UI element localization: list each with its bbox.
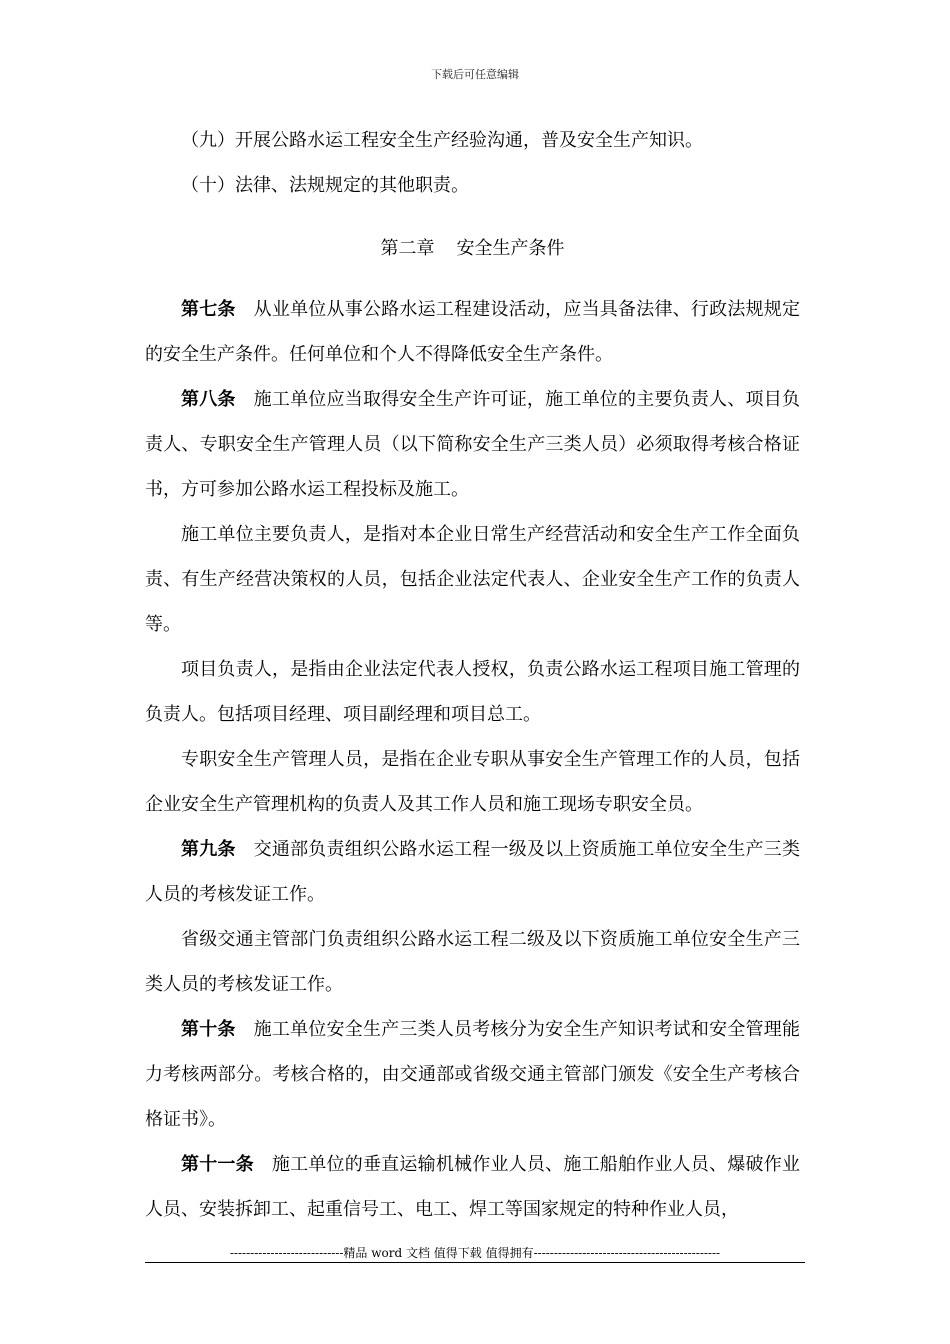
article-text: 从业单位从事公路水运工程建设活动，应当具备法律、行政法规规定的安全生产条件。任何单位和个人不得降低安全生产条件。 — [145, 299, 800, 365]
article-10 — [145, 1007, 800, 1142]
article-number: 第八条 — [181, 389, 236, 410]
article-number: 第七条 — [181, 299, 236, 320]
footer-divider — [145, 1262, 805, 1263]
paragraph-item-9: （九）开展公路水运工程安全生产经验沟通，普及安全生产知识。 — [181, 130, 703, 151]
article-text: 施工单位安全生产三类人员考核分为安全生产知识考试和安全管理能力考核两部分。考核合格的，由交通部或省级交通主管部门颁发《安全生产考核合格证书》。 — [145, 1019, 800, 1130]
paragraph-item-10: （十）法律、法规规定的其他职责。 — [181, 175, 469, 196]
paragraph-provincial: 省级交通主管部门负责组织公路水运工程二级及以下资质施工单位安全生产三类人员的考核发证工作。 — [145, 929, 800, 995]
article-number: 第九条 — [181, 839, 236, 860]
chapter-heading — [145, 226, 800, 271]
article-9 — [145, 827, 800, 917]
paragraph-main-responsible: 施工单位主要负责人，是指对本企业日常生产经营活动和安全生产工作全面负责、有生产经营决策权的人员，包括企业法定代表人、企业安全生产工作的负责人等。 — [145, 524, 800, 635]
article-text: 施工单位的垂直运输机械作业人员、施工船舶作业人员、爆破作业人员、安装拆卸工、起重信号工、电工、焊工等国家规定的特种作业人员， — [145, 1154, 800, 1220]
chapter-title: 安全生产条件 — [456, 238, 565, 259]
article-7 — [145, 287, 800, 377]
article-11 — [145, 1142, 800, 1232]
article-8 — [145, 377, 800, 512]
chapter-number: 第二章 — [380, 238, 435, 259]
footer-banner: ----------------------------精品 word 文档 值得下载 值得拥有---------------------------------------------- — [229, 1246, 721, 1260]
article-number: 第十条 — [181, 1019, 236, 1040]
article-text: 施工单位应当取得安全生产许可证，施工单位的主要负责人、项目负责人、专职安全生产管理人员（以下简称安全生产三类人员）必须取得考核合格证书，方可参加公路水运工程投标及施工。 — [145, 389, 800, 500]
paragraph-project-responsible: 项目负责人，是指由企业法定代表人授权，负责公路水运工程项目施工管理的负责人。包括项目经理、项目副经理和项目总工。 — [145, 659, 800, 725]
article-text: 交通部负责组织公路水运工程一级及以上资质施工单位安全生产三类人员的考核发证工作。 — [145, 839, 800, 905]
article-number: 第十一条 — [181, 1154, 254, 1175]
page-header-note: 下载后可任意编辑 — [431, 68, 519, 81]
document-body — [145, 118, 800, 1232]
paragraph-safety-staff: 专职安全生产管理人员，是指在企业专职从事安全生产管理工作的人员，包括企业安全生产管理机构的负责人及其工作人员和施工现场专职安全员。 — [145, 749, 800, 815]
